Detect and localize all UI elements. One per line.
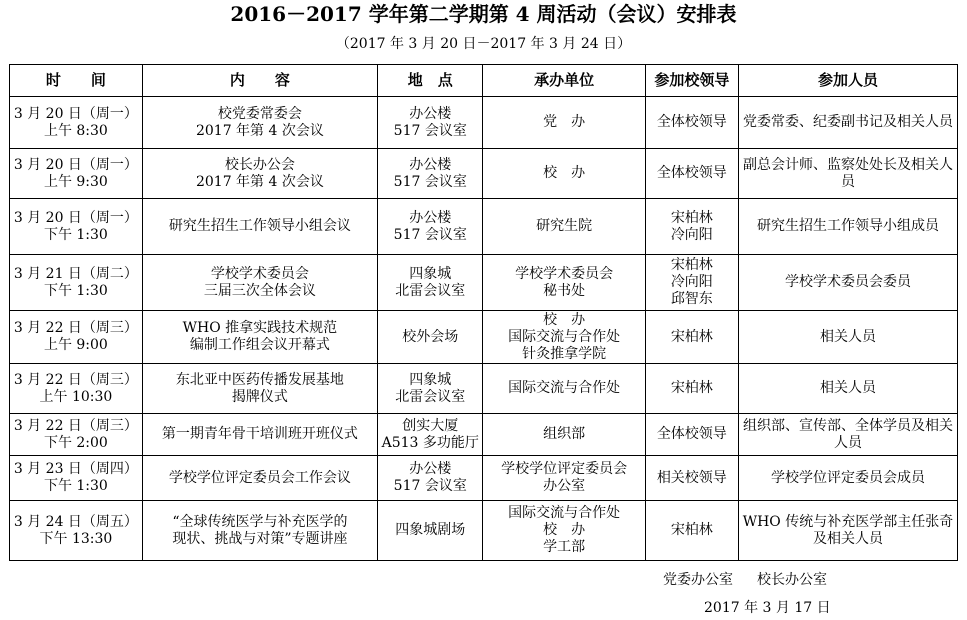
cell-leaders: 宋柏林 [645,311,738,364]
cell-organizer: 校 办 国际交流与合作处 针灸推拿学院 [483,311,645,364]
cell-content: 校长办公会 2017 年第 4 次会议 [142,149,377,199]
cell-attendees: 党委常委、纪委副书记及相关人员 [738,97,957,149]
cell-time: 3 月 22 日（周三） 上午 10:30 [10,364,143,414]
cell-location: 办公楼 517 会议室 [378,199,483,255]
cell-organizer: 校 办 [483,149,645,199]
cell-location: 四象城剧场 [378,501,483,561]
cell-time: 3 月 22 日（周三） 上午 9:00 [10,311,143,364]
cell-attendees: 相关人员 [738,311,957,364]
cell-time: 3 月 22 日（周三） 下午 2:00 [10,414,143,456]
cell-leaders: 宋柏林 [645,364,738,414]
cell-attendees: 学校学位评定委员会成员 [738,456,957,501]
header-leaders: 参加校领导 [645,65,738,97]
cell-content: “全球传统医学与补充医学的 现状、挑战与对策”专题讲座 [142,501,377,561]
cell-location: 校外会场 [378,311,483,364]
cell-leaders: 宋柏林 冷向阳 邱智东 [645,255,738,311]
cell-organizer: 学校学位评定委员会 办公室 [483,456,645,501]
schedule-table [9,64,958,561]
cell-leaders: 相关校领导 [645,456,738,501]
cell-content: WHO 推拿实践技术规范 编制工作组会议开幕式 [142,311,377,364]
issuing-offices [663,572,827,588]
president-office-name: 校长办公室 [757,572,827,588]
cell-content: 校党委常委会 2017 年第 4 次会议 [142,97,377,149]
table-row [10,456,958,501]
cell-leaders: 宋柏林 [645,501,738,561]
cell-attendees: 副总会计师、监察处处长及相关人员 [738,149,957,199]
cell-attendees: 研究生招生工作领导小组成员 [738,199,957,255]
header-attendees: 参加人员 [738,65,957,97]
cell-time: 3 月 20 日（周一） 上午 9:30 [10,149,143,199]
cell-location: 创实大厦 A513 多功能厅 [378,414,483,456]
cell-attendees: WHO 传统与补充医学部主任张奇及相关人员 [738,501,957,561]
cell-time: 3 月 20 日（周一） 上午 8:30 [10,97,143,149]
cell-organizer: 研究生院 [483,199,645,255]
cell-time: 3 月 21 日（周二） 下午 1:30 [10,255,143,311]
table-row [10,255,958,311]
table-row [10,311,958,364]
cell-organizer: 国际交流与合作处 校 办 学工部 [483,501,645,561]
cell-time: 3 月 24 日（周五） 下午 13:30 [10,501,143,561]
cell-content: 学校学位评定委员会工作会议 [142,456,377,501]
issue-date: 2017 年 3 月 17 日 [704,600,831,616]
header-organizer: 承办单位 [483,65,645,97]
cell-leaders: 全体校领导 [645,97,738,149]
cell-organizer: 学校学术委员会 秘书处 [483,255,645,311]
cell-location: 办公楼 517 会议室 [378,149,483,199]
table-row [10,501,958,561]
cell-time: 3 月 23 日（周四） 下午 1:30 [10,456,143,501]
cell-organizer: 党 办 [483,97,645,149]
table-row [10,199,958,255]
cell-content: 学校学术委员会 三届三次全体会议 [142,255,377,311]
header-time: 时 间 [10,65,143,97]
document-subtitle: （2017 年 3 月 20 日－2017 年 3 月 24 日） [335,36,632,52]
cell-attendees: 组织部、宣传部、全体学员及相关人员 [738,414,957,456]
header-content: 内 容 [142,65,377,97]
cell-leaders: 全体校领导 [645,149,738,199]
cell-location: 办公楼 517 会议室 [378,456,483,501]
cell-attendees: 相关人员 [738,364,957,414]
table-row [10,364,958,414]
cell-location: 四象城 北雷会议室 [378,364,483,414]
party-office-name: 党委办公室 [663,572,733,588]
cell-content: 东北亚中医药传播发展基地 揭牌仪式 [142,364,377,414]
header-location: 地 点 [378,65,483,97]
table-row [10,97,958,149]
cell-content: 研究生招生工作领导小组会议 [142,199,377,255]
cell-location: 办公楼 517 会议室 [378,97,483,149]
cell-organizer: 组织部 [483,414,645,456]
cell-organizer: 国际交流与合作处 [483,364,645,414]
table-row [10,149,958,199]
table-row [10,414,958,456]
cell-leaders: 宋柏林 冷向阳 [645,199,738,255]
cell-content: 第一期青年骨干培训班开班仪式 [142,414,377,456]
cell-leaders: 全体校领导 [645,414,738,456]
cell-location: 四象城 北雷会议室 [378,255,483,311]
table-header-row [10,65,958,97]
cell-time: 3 月 20 日（周一） 下午 1:30 [10,199,143,255]
document-title: 2016－2017 学年第二学期第 4 周活动（会议）安排表 [230,2,737,26]
cell-attendees: 学校学术委员会委员 [738,255,957,311]
